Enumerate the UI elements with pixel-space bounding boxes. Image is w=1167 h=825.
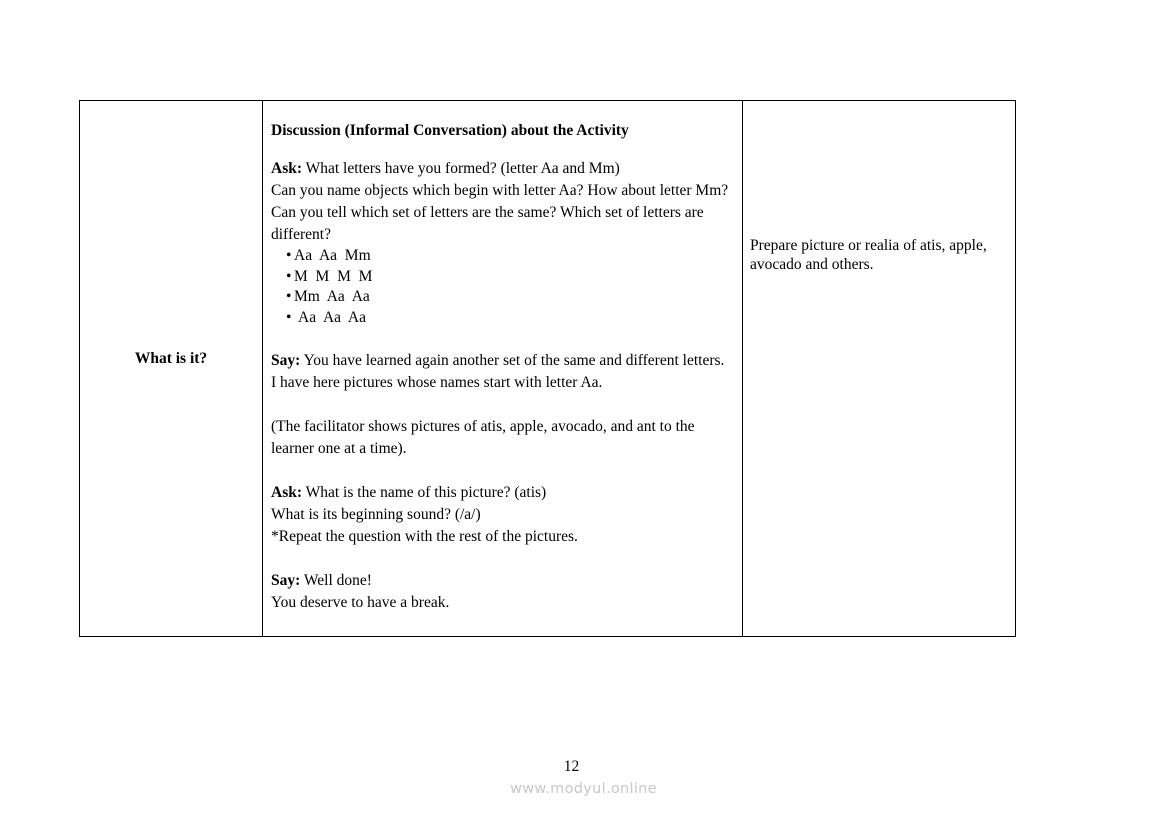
procedure-heading: Discussion (Informal Conversation) about the Activity — [271, 122, 629, 139]
bullet-icon: • — [286, 308, 292, 326]
letter-set-text: Mm Aa Aa — [294, 288, 370, 305]
ask-block-1 — [271, 158, 736, 180]
lesson-table — [79, 100, 1016, 637]
letter-set-item — [271, 246, 736, 267]
procedure-column — [263, 101, 743, 636]
letter-set-text: M M M M — [294, 267, 373, 285]
bullet-icon: • — [286, 247, 292, 264]
say-block-1 — [271, 350, 736, 372]
ask-block-2 — [271, 482, 736, 504]
say-followup: I have here pictures whose names start with letter Aa. — [271, 374, 603, 391]
letter-set-item — [271, 308, 736, 329]
ask-followup: What is its beginning sound? (/a/) — [271, 506, 481, 523]
letter-set-text: Aa Aa Aa — [298, 308, 367, 326]
letter-set-text: Aa Aa Mm — [294, 247, 371, 264]
letter-set-item — [271, 267, 736, 288]
say-followup: You deserve to have a break. — [271, 594, 450, 611]
letter-set-item — [271, 287, 736, 308]
ask-text: What is the name of this picture? (atis) — [302, 484, 547, 501]
page-number: 12 — [563, 758, 580, 775]
say-block-2 — [271, 570, 736, 592]
ask-text: What letters have you formed? (letter Aa and Mm) — [302, 160, 620, 177]
materials-column — [743, 101, 1015, 636]
stage-column — [80, 101, 263, 636]
say-label: Say: — [271, 352, 301, 369]
letter-set-list — [271, 246, 736, 328]
repeat-note: *Repeat the question with the rest of the pictures. — [271, 528, 578, 545]
watermark: www.modyul.online — [510, 781, 657, 797]
procedure-content — [271, 120, 736, 614]
ask-label: Ask: — [271, 484, 303, 501]
facilitator-note: (The facilitator shows pictures of atis, apple, avocado, and ant to the learner one at a time). — [271, 418, 695, 457]
bullet-icon: • — [286, 288, 292, 305]
say-text: You have learned again another set of the same and different letters. — [300, 352, 725, 369]
ask-followup: Can you name objects which begin with letter Aa? How about letter Mm? Can you tell which set of letters are the same? Which set of letters are different? — [271, 182, 729, 243]
stage-label: What is it? — [134, 350, 208, 367]
materials-note: Prepare picture or realia of atis, apple, avocado and others. — [750, 237, 987, 273]
say-text: Well done! — [300, 572, 372, 589]
ask-label: Ask: — [271, 160, 303, 177]
say-label: Say: — [271, 572, 301, 589]
bullet-icon: • — [286, 267, 292, 285]
